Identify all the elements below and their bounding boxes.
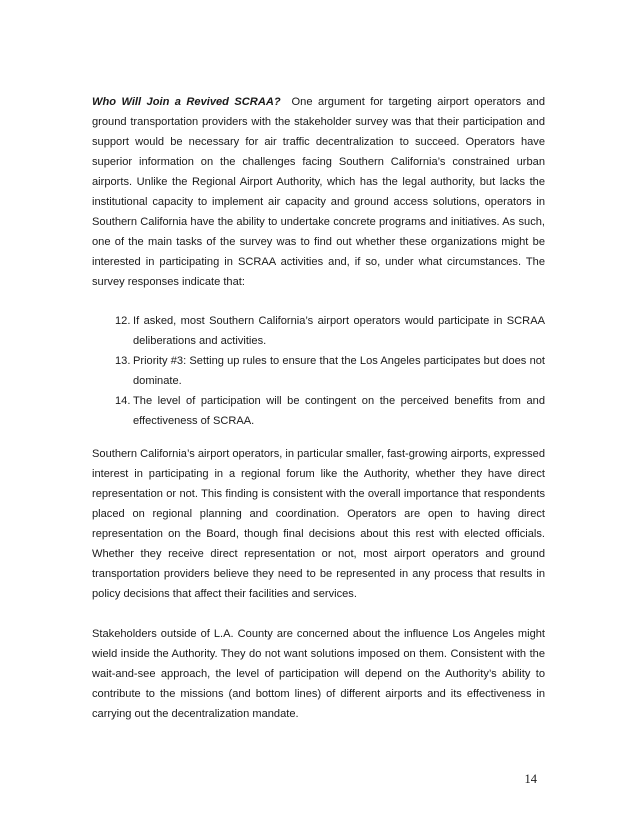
paragraph-who-will-join	[92, 92, 545, 292]
paragraph-body: One argument for targeting airport operators and ground transportation providers with the stakeholder survey was that their participation and support would be necessary for air traffic decentralization to succeed. Operators have superior information on the challenges facing Southern California’s constrained urban airports. Unlike the Regional Airport Authority, which has the legal authority, but lacks the institutional capacity to implement air capacity and ground access solutions, operators in Southern California have the ability to undertake concrete programs and initiatives. As such, one of the main tasks of the survey was to find out whether these organizations might be interested in participating in SCRAA activities and, if so, under what circumstances. The survey responses indicate that:	[92, 96, 545, 288]
list-item	[92, 391, 545, 431]
paragraph-stakeholders: Stakeholders outside of L.A. County are concerned about the influence Los Angeles might wield inside the Authority. They do not want solutions imposed on them. Consistent with the wait-and-see approach, the level of participation will depend on the Authority’s ability to contribute to the missions (and bottom lines) of different airports and its effectiveness in carrying out the decentralization mandate.	[92, 628, 545, 720]
paragraph-airport-operators: Southern California’s airport operators, in particular smaller, fast-growing airports, expressed interest in participating in a regional forum like the Authority, whether they have direct representation or not. This finding is consistent with the overall importance that respondents placed on regional planning and coordination. Operators are open to having direct representation on the Board, though final decisions about this rest with elected officials. Whether they receive direct representation or not, most airport operators and ground transportation providers believe they need to be represented in any process that results in policy decisions that affect their facilities and services.	[92, 448, 545, 600]
list-item	[92, 351, 545, 391]
page-number: 14	[524, 772, 537, 786]
list-item-text: The level of participation will be contingent on the perceived benefits from and effectiveness of SCRAA.	[133, 395, 545, 427]
list-item-number: 14.	[115, 395, 131, 407]
list-item-text: If asked, most Southern California’s airport operators would participate in SCRAA deliberations and activities.	[133, 315, 545, 347]
paragraph-lead-heading: Who Will Join a Revived SCRAA?	[92, 96, 281, 108]
list-item-number: 13.	[115, 355, 131, 367]
list-item-number: 12.	[115, 315, 131, 327]
findings-list	[92, 311, 545, 431]
list-item-text: Priority #3: Setting up rules to ensure that the Los Angeles participates but does not dominate.	[133, 355, 545, 387]
list-item	[92, 311, 545, 351]
